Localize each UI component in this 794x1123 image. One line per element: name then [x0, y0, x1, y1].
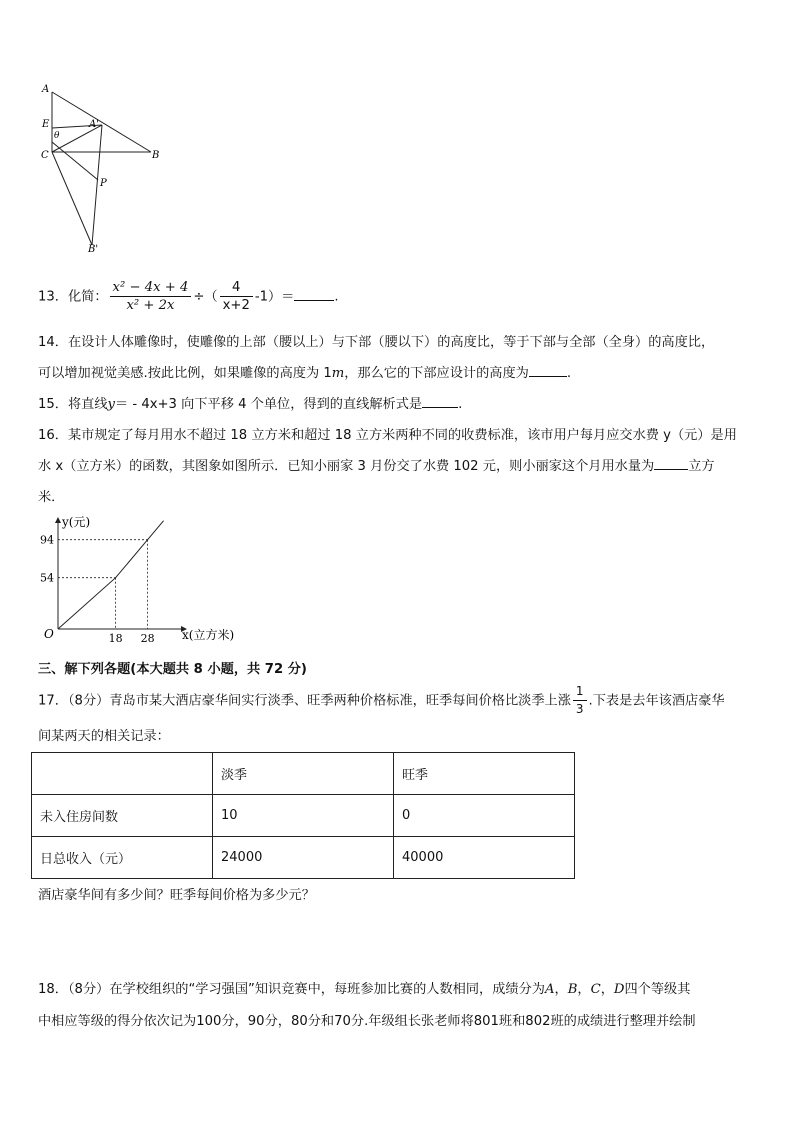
triangle-figure: [36, 80, 176, 256]
table-cell: 0: [394, 795, 575, 837]
q13-denominator: x² + 2x: [126, 298, 175, 313]
q13-tail: -1）＝: [254, 289, 295, 305]
table-cell: 24000: [213, 837, 394, 879]
q13-fraction: [110, 279, 192, 314]
q18-text: 18．（8分）在学校组织的“学习强国”知识竞赛中，每班参加比赛的人数相同，成绩分为: [38, 982, 545, 997]
table-cell: 淡季: [213, 753, 394, 795]
q15-y: y: [107, 397, 115, 412]
question-16-line2: [38, 457, 715, 477]
water-fee-chart: [36, 512, 256, 648]
table-row: [32, 795, 575, 837]
answer-blank: [294, 300, 334, 301]
q15-text: ＝ - 4x+3 向下平移 4 个单位，得到的直线解析式是: [114, 397, 423, 412]
x-axis-label: x(立方米): [182, 628, 235, 642]
q13-inner-denominator: x+2: [222, 298, 250, 313]
question-16-line3: 米．: [38, 490, 65, 505]
origin-label: O: [44, 627, 54, 641]
y-tick-label: 54: [40, 571, 54, 585]
q14-unit: m: [331, 366, 345, 381]
x-tick-label: 18: [108, 632, 123, 645]
table-row: [32, 837, 575, 879]
question-14-line1: 14．在设计人体雕像时，使雕像的上部（腰以上）与下部（腰以下）的高度比，等于下部与全部（全身）的高度比，: [38, 335, 715, 350]
q18-text-b: 四个等级其: [624, 982, 691, 997]
q14-end: .: [566, 366, 572, 381]
q18-sep: ，: [554, 982, 568, 997]
answer-blank: [422, 407, 458, 408]
grade-A: A: [544, 982, 555, 997]
question-17-line1: [38, 683, 725, 719]
label-P: P: [100, 178, 107, 189]
question-17-ask: 酒店豪华间有多少间？旺季每间价格为多少元？: [38, 888, 315, 903]
question-14-line2: [38, 364, 571, 384]
q13-label: 13．化简：: [38, 289, 108, 305]
q18-sep: ，: [600, 982, 614, 997]
q14-text: 可以增加视觉美感.按此比例，如果雕像的高度为 1: [38, 366, 332, 381]
q15-label: 15．将直线: [38, 397, 108, 412]
grade-B: B: [567, 982, 578, 997]
question-15: [38, 395, 462, 415]
q15-end: .: [458, 397, 463, 412]
q17-fraction-den: 3: [575, 702, 584, 716]
table-row: [32, 753, 575, 795]
q17-text: 17．（8分）青岛市某大酒店豪华间实行淡季、旺季两种价格标准，旺季每间价格比淡季上涨: [38, 693, 571, 709]
q13-numerator: x² − 4x + 4: [110, 279, 192, 297]
q16-text: 水 x（立方米）的函数，其图象如图所示．已知小丽家 3 月份交了水费 102 元，则小丽家这个月用水量为: [38, 459, 655, 474]
x-tick-label: 28: [140, 632, 155, 645]
table-cell: 未入住房间数: [32, 795, 213, 837]
q17-fraction-num: 1: [573, 683, 587, 701]
q13-inner-fraction: [220, 279, 253, 314]
q13-end: .: [334, 289, 339, 305]
q13-inner-numerator: 4: [220, 279, 253, 297]
question-18-line2: 中相应等级的得分依次记为100分，90分，80分和70分.年级组长张老师将801班和802班的成绩进行整理并绘制: [38, 1014, 696, 1029]
label-A-prime: A': [89, 119, 99, 130]
q16-text-b: 立方: [688, 459, 715, 474]
y-tick-label: 94: [40, 533, 54, 547]
table-cell: 40000: [394, 837, 575, 879]
question-17-line2: 间某两天的相关记录：: [38, 729, 170, 744]
record-table: [31, 752, 575, 879]
answer-blank: [654, 469, 688, 470]
grade-C: C: [590, 982, 601, 997]
y-axis-label: y(元): [62, 515, 91, 529]
q13-divide: ÷（: [193, 289, 218, 305]
question-18-line1: [38, 980, 690, 1000]
grade-D: D: [613, 982, 625, 997]
table-cell: 10: [213, 795, 394, 837]
label-theta: θ: [54, 131, 60, 141]
label-A: A: [42, 84, 50, 95]
label-C: C: [41, 150, 49, 161]
question-16-line1: 16．某市规定了每月用水不超过 18 立方米和超过 18 立方米两种不同的收费标准，该市用户每月应交水费 y（元）是用: [38, 428, 737, 443]
section-title: 三、解下列各题(本大题共 8 小题，共 72 分): [38, 662, 307, 677]
q18-sep: ，: [577, 982, 591, 997]
table-cell: 日总收入（元）: [32, 837, 213, 879]
q17-text-b: .下表是去年该酒店豪华: [588, 693, 725, 709]
label-B-prime: B': [88, 244, 99, 255]
question-13: [38, 279, 339, 315]
answer-blank: [529, 376, 567, 377]
table-cell: [32, 753, 213, 795]
label-B: B: [152, 150, 160, 161]
q14-text-b: ，那么它的下部应设计的高度为: [344, 366, 529, 381]
label-E: E: [42, 119, 50, 130]
q17-fraction: [573, 683, 587, 718]
table-cell: 旺季: [394, 753, 575, 795]
